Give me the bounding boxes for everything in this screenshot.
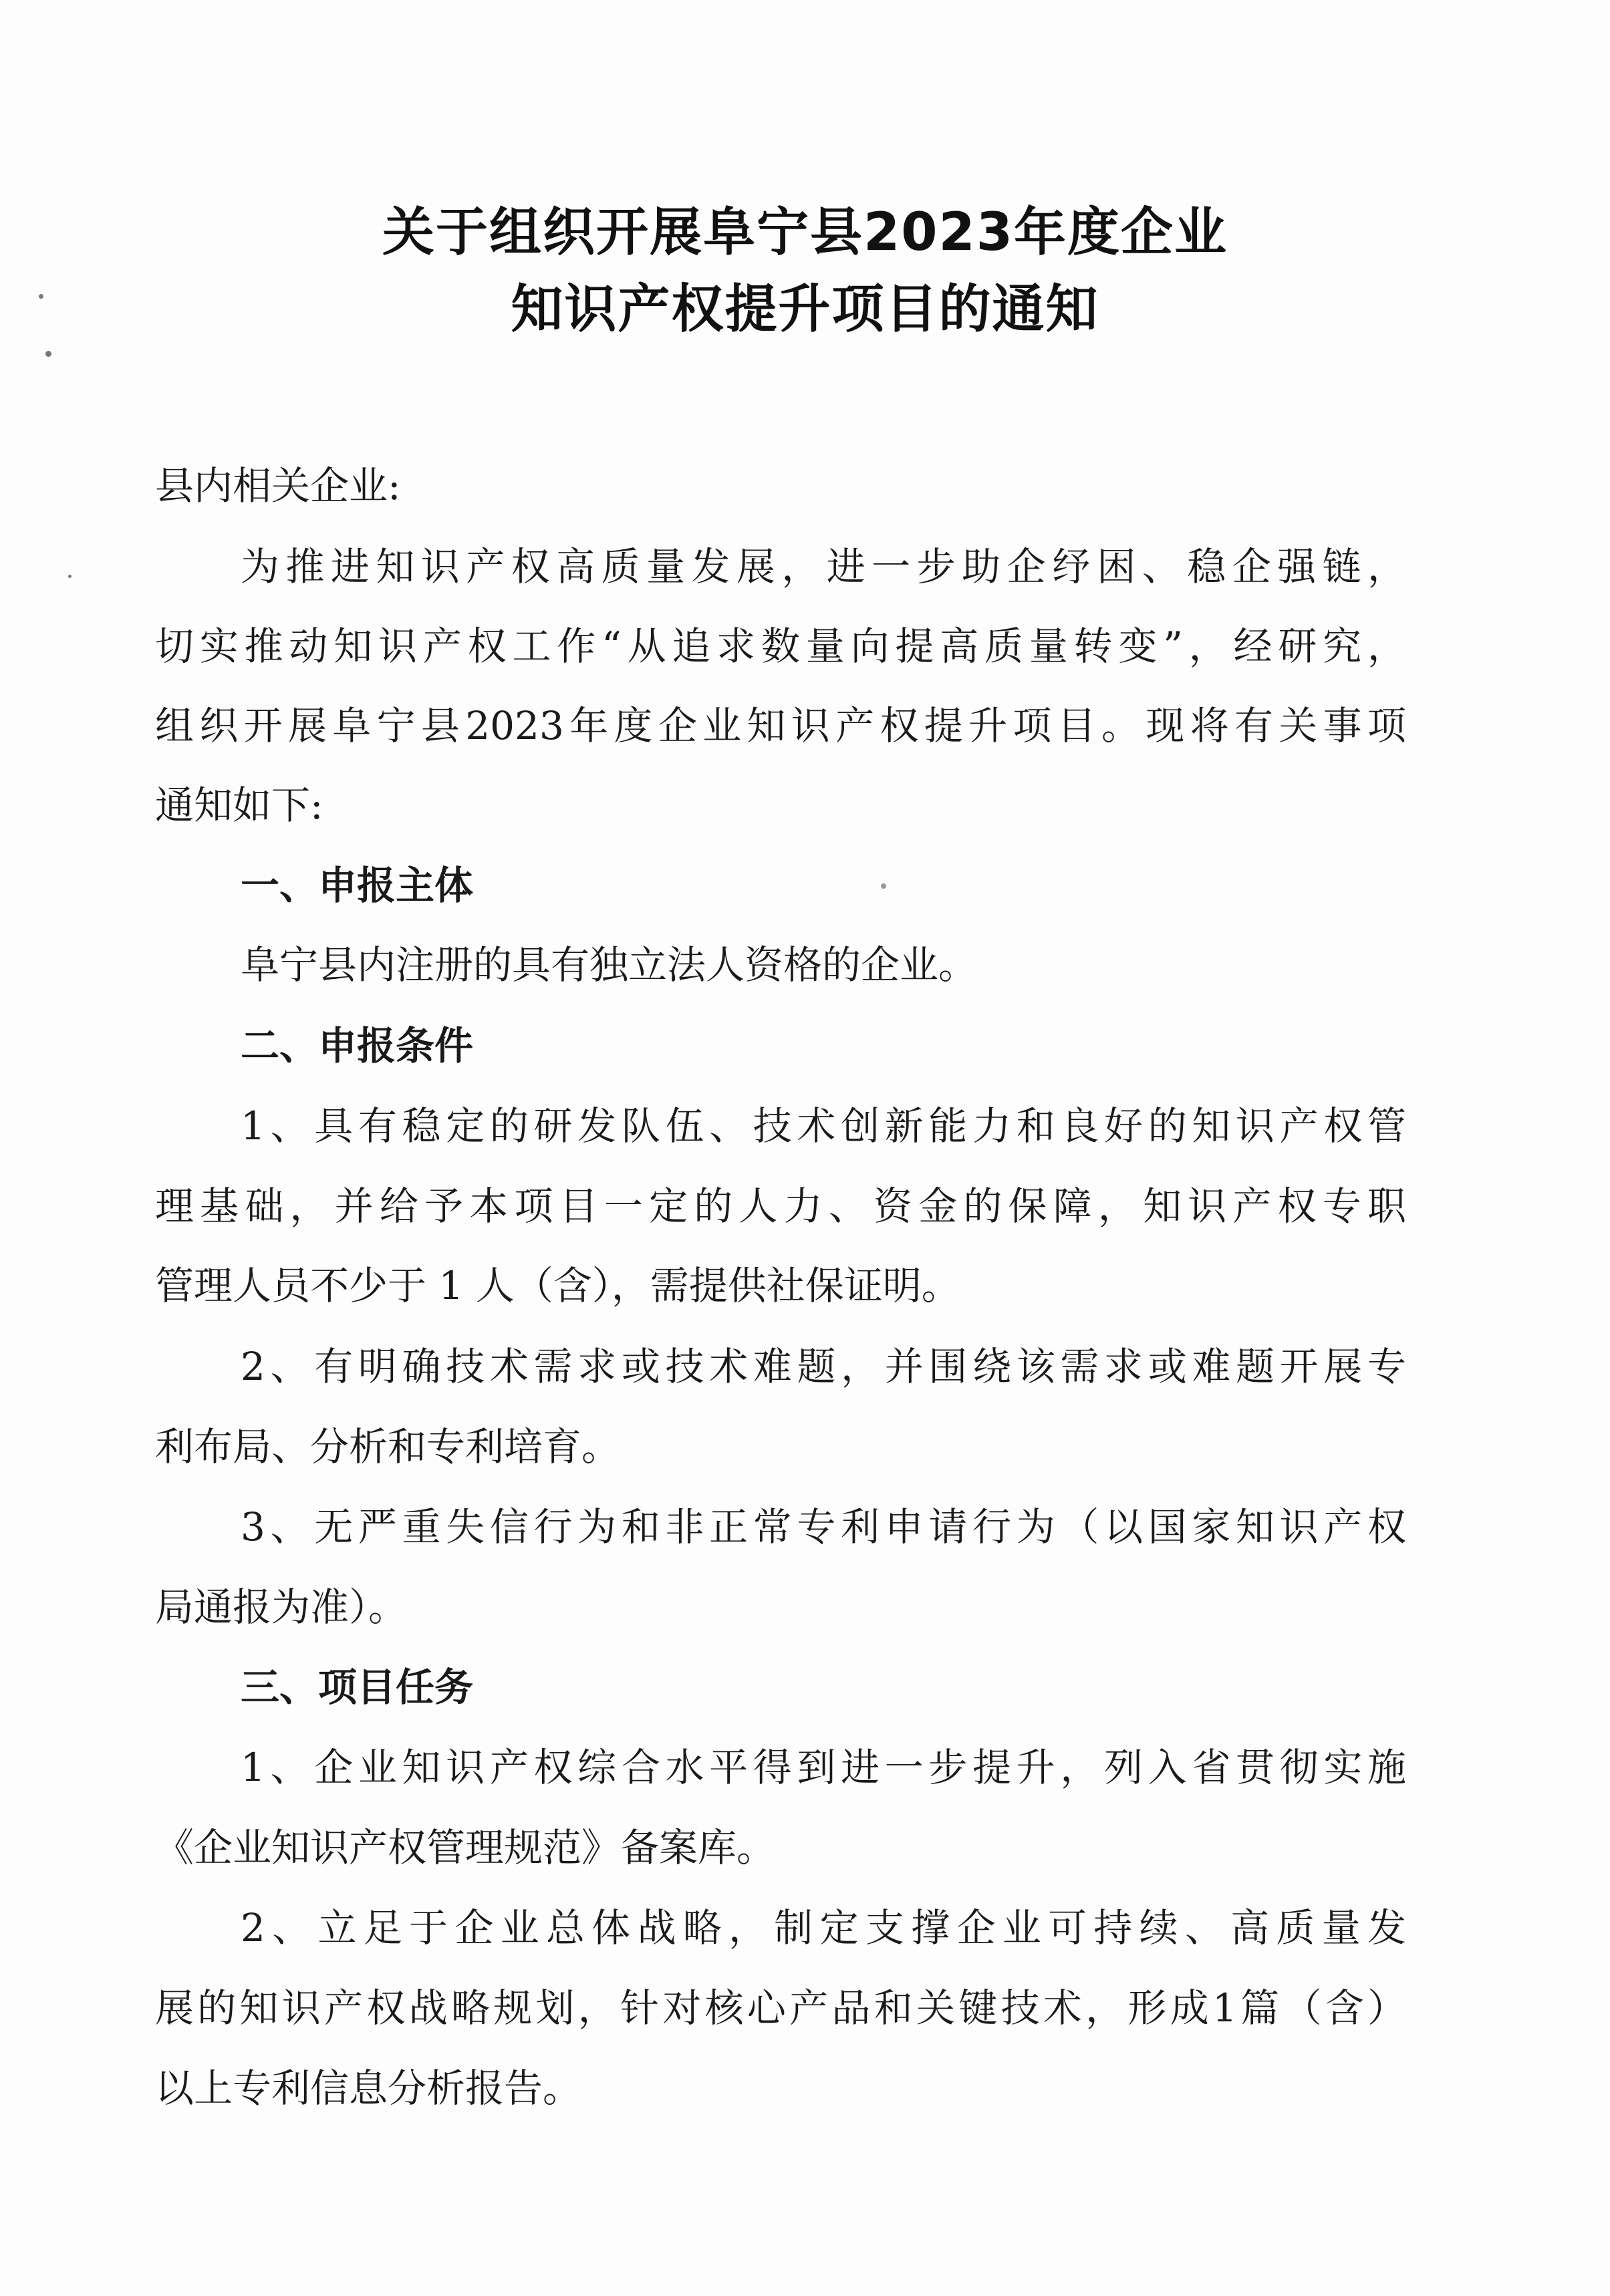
section-1-heading: 一、申报主体 [241, 863, 474, 908]
scan-speck [68, 575, 72, 578]
intro-line-4: 通知如下: [155, 782, 323, 828]
scan-speck [45, 351, 51, 357]
section-2-item-2-line-2: 利布局、分析和专利培育。 [155, 1424, 621, 1469]
intro-line-2: 切实推动知识产权工作“从追求数量向提高质量转变”，经研究， [155, 623, 1406, 669]
document-title-line-2: 知识产权提升项目的通知 [511, 279, 1099, 339]
intro-line-3: 组织开展阜宁县2023年度企业知识产权提升项目。现将有关事项 [155, 703, 1406, 748]
section-2-item-1-line-1: 1、具有稳定的研发队伍、技术创新能力和良好的知识产权管 [241, 1103, 1406, 1149]
section-3-item-2-line-3: 以上专利信息分析报告。 [155, 2065, 582, 2111]
section-3-item-2-line-2: 展的知识产权战略规划，针对核心产品和关键技术，形成1篇（含） [155, 1985, 1406, 2031]
scan-speck [881, 883, 886, 889]
section-2-item-1-line-3: 管理人员不少于 1 人（含），需提供社保证明。 [155, 1263, 960, 1308]
section-1-text: 阜宁县内注册的具有独立法人资格的企业。 [241, 942, 978, 988]
section-2-heading: 二、申报条件 [241, 1023, 474, 1068]
section-3-item-1-line-2: 《企业知识产权管理规范》备案库。 [155, 1825, 776, 1870]
section-3-heading: 三、项目任务 [241, 1665, 474, 1710]
section-2-item-1-line-2: 理基础，并给予本项目一定的人力、资金的保障，知识产权专职 [155, 1183, 1406, 1229]
document-title-line-1: 关于组织开展阜宁县2023年度企业 [382, 202, 1228, 263]
section-3-item-1-line-1: 1、企业知识产权综合水平得到进一步提升，列入省贯彻实施 [241, 1745, 1406, 1790]
salutation: 县内相关企业: [155, 463, 401, 509]
section-2-item-3-line-2: 局通报为准）。 [155, 1584, 408, 1630]
section-3-item-2-line-1: 2、立足于企业总体战略，制定支撑企业可持续、高质量发 [241, 1905, 1406, 1951]
section-2-item-2-line-1: 2、有明确技术需求或技术难题，并围绕该需求或难题开展专 [241, 1344, 1406, 1389]
section-2-item-3-line-1: 3、无严重失信行为和非正常专利申请行为（以国家知识产权 [241, 1504, 1406, 1550]
intro-line-1: 为推进知识产权高质量发展，进一步助企纾困、稳企强链， [241, 544, 1406, 589]
